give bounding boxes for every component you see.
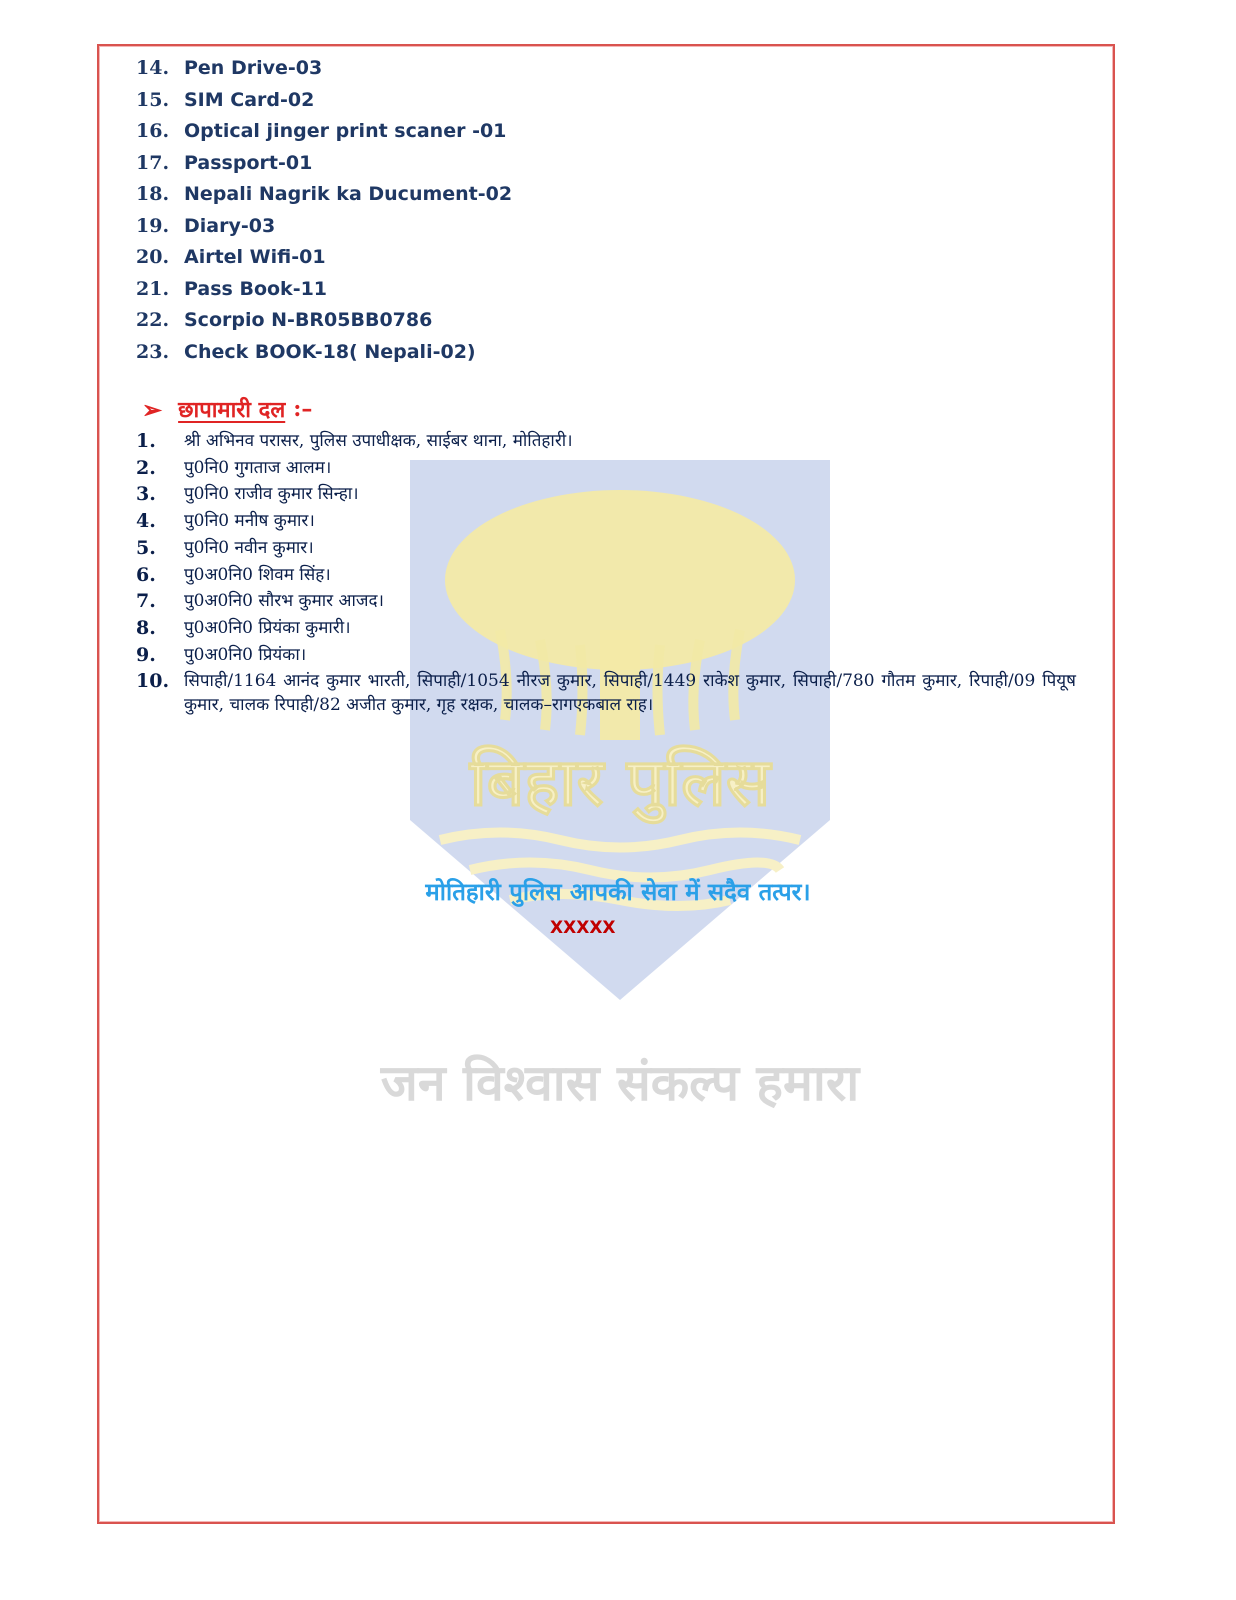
list-item: 3. पु0नि0 राजीव कुमार सिन्हा। bbox=[136, 483, 359, 506]
list-item: 6. पु0अ0नि0 शिवम सिंह। bbox=[136, 563, 331, 586]
closing-mark: XXXXX bbox=[550, 918, 616, 938]
watermark-slogan: जन विश्वास संकल्प हमारा bbox=[380, 1053, 860, 1112]
raid-team-title-suffix: :– bbox=[293, 396, 313, 422]
list-item: 7. पु0अ0नि0 सौरभ कुमार आजद। bbox=[136, 590, 384, 613]
emblem-text: बिहार पुलिस bbox=[469, 743, 771, 821]
list-item: 21. Pass Book-11 bbox=[136, 277, 328, 300]
list-item: 2. पु0नि0 गुगताज आलम। bbox=[136, 456, 332, 479]
raid-team-heading bbox=[142, 394, 312, 424]
list-item: 19. Diary-03 bbox=[136, 214, 276, 237]
list-item: 16. Optical jinger print scaner -01 bbox=[136, 120, 507, 142]
list-item: 17. Passport-01 bbox=[136, 151, 313, 174]
list-item: 9. पु0अ0नि0 प्रियंका। bbox=[136, 643, 307, 666]
list-item: 15. SIM Card-02 bbox=[136, 88, 315, 111]
list-item: 14. Pen Drive-03 bbox=[136, 57, 323, 79]
police-motto: मोतिहारी पुलिस आपकी सेवा में सदैव तत्पर। bbox=[425, 877, 811, 906]
list-item: 22. Scorpio N-BR05BB0786 bbox=[136, 309, 433, 331]
list-item: 4. पु0नि0 मनीष कुमार। bbox=[136, 510, 315, 533]
list-item: 18. Nepali Nagrik ka Ducument-02 bbox=[136, 183, 513, 205]
raid-team-list bbox=[136, 428, 1076, 717]
list-item: 23. Check BOOK-18( Nepali-02) bbox=[136, 340, 476, 363]
arrow-bullet-icon: ➢ bbox=[142, 394, 163, 424]
list-item: 1. श्री अभिनव परासर, पुलिस उपाधीक्षक, साईबर थाना, मोतिहारी। bbox=[136, 430, 573, 452]
list-item: 10. सिपाही/1164 आनंद कुमार भारती, सिपाही/1054 नीरज कुमार, सिपाही/1449 राकेश कुमार, सिपाही/780 गौतम कुमार, रिपाही/09 पियूष कुमार, चालक रिपाही/82 अजीत कुमार, गृह रक्षक, चालक–रागएकबाल राह। bbox=[136, 670, 1076, 716]
raid-team-title: छापामारी दल bbox=[178, 397, 286, 423]
list-item: 5. पु0नि0 नवीन कुमार। bbox=[136, 536, 314, 559]
seized-items-list bbox=[136, 56, 512, 371]
list-item: 8. पु0अ0नि0 प्रियंका कुमारी। bbox=[136, 616, 351, 639]
list-item: 20. Airtel Wifi-01 bbox=[136, 246, 326, 268]
